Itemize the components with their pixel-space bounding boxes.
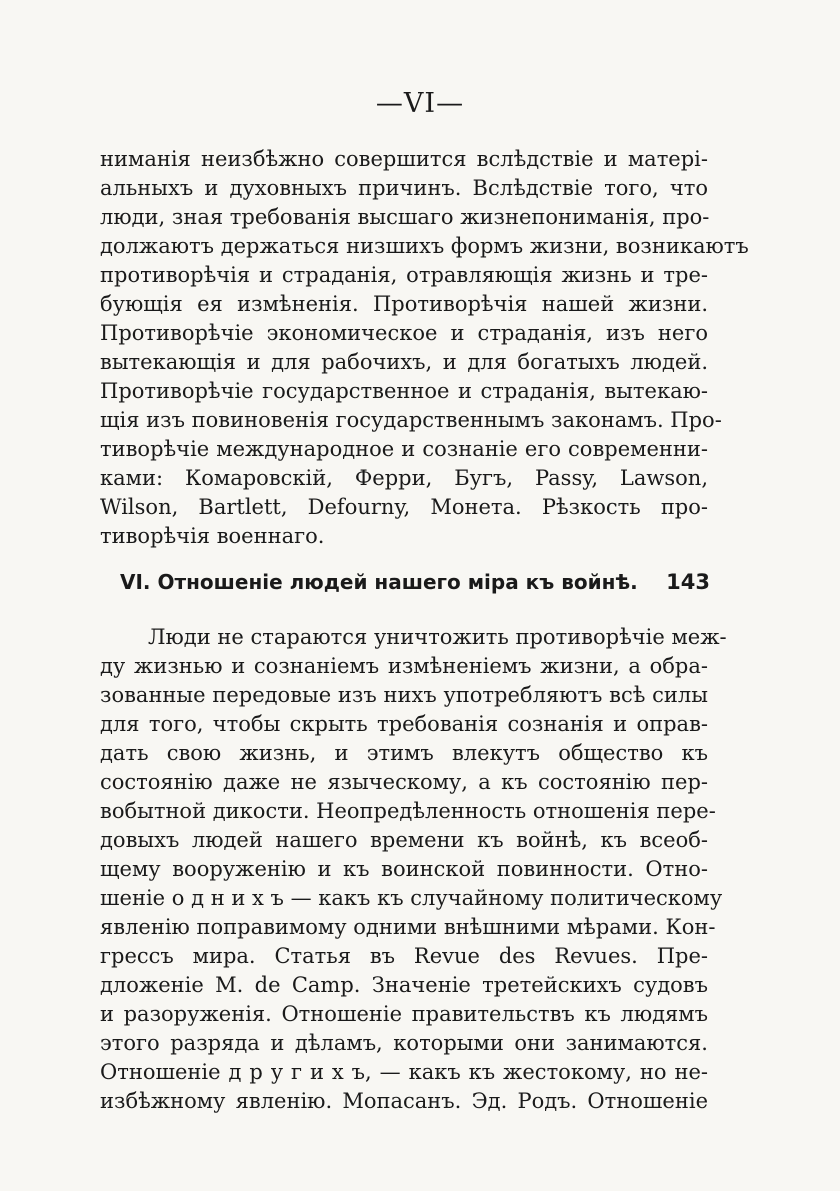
text-line: и разоруженія. Отношеніе правительствъ къ людямъ bbox=[100, 1002, 708, 1026]
text-line: избѣжному явленію. Мопасанъ. Эд. Родъ. Отношеніе bbox=[100, 1089, 708, 1113]
text-line: Противорѣчіе экономическое и страданія, изъ него bbox=[100, 321, 708, 345]
text-line: щему вооруженію и къ воинской повинности. Отно- bbox=[100, 857, 708, 881]
lower-paragraph bbox=[100, 622, 727, 1122]
text-line: шеніе о д н и х ъ — какъ къ случайному политическому bbox=[100, 886, 723, 910]
text-line: довыхъ людей нашего времени къ войнѣ, къ всеоб- bbox=[100, 828, 708, 852]
text-line: дать свою жизнь, и этимъ влекутъ общество къ bbox=[100, 741, 708, 765]
text-line: Противорѣчіе государственное и страданія, вытекаю- bbox=[100, 379, 708, 403]
text-line: вобытной дикости. Неопредѣленность отношенія пере- bbox=[100, 799, 716, 823]
text-line: зованные передовые изъ нихъ употребляютъ всѣ силы bbox=[100, 683, 708, 707]
text-line: для того, чтобы скрыть требованія сознанія и оправ- bbox=[100, 712, 708, 736]
text-line: Wilson, Bartlett, Defourny, Монета. Рѣзкость про- bbox=[100, 495, 708, 519]
upper-paragraph bbox=[100, 144, 749, 564]
text-line: бующія ея измѣненія. Противорѣчія нашей жизни. bbox=[100, 292, 708, 316]
text-line: альныхъ и духовныхъ причинъ. Вслѣдствіе того, что bbox=[100, 176, 708, 200]
text-line: ниманія неизбѣжно совершится вслѣдствіе и матері- bbox=[100, 147, 708, 171]
text-line: этого разряда и дѣламъ, которыми они занимаются. bbox=[100, 1031, 708, 1055]
text-line: грессъ мира. Статья въ Revue des Revues. Пре- bbox=[100, 944, 708, 968]
text-line: люди, зная требованія высшаго жизнепониманія, про- bbox=[100, 205, 710, 229]
text-line: дложеніе M. de Camp. Значеніе третейскихъ судовъ bbox=[100, 973, 708, 997]
text-line: ду жизнью и сознаніемъ измѣненіемъ жизни, а обра- bbox=[100, 654, 708, 678]
page-number: —VI— bbox=[375, 88, 465, 119]
text-line: ками: Комаровскій, Ферри, Бугъ, Passy, Lawson, bbox=[100, 466, 708, 490]
text-line: должаютъ держаться низшихъ формъ жизни, возникаютъ bbox=[100, 234, 749, 258]
chapter-title: VI. Отношеніе людей нашего міра къ войнѣ. bbox=[120, 570, 638, 594]
chapter-heading bbox=[120, 565, 710, 599]
text-line: явленію поправимому одними внѣшними мѣрами. Кон- bbox=[100, 915, 716, 939]
text-line: тиворѣчіе международное и сознаніе его современни- bbox=[100, 437, 708, 461]
text-line: вытекающія и для рабочихъ, и для богатыхъ людей. bbox=[100, 350, 708, 374]
text-line: тиворѣчія военнаго. bbox=[100, 524, 325, 548]
text-line: щія изъ повиновенія государственнымъ законамъ. Про- bbox=[100, 408, 722, 432]
text-line: состоянію даже не языческому, а къ состоянію пер- bbox=[100, 770, 708, 794]
text-line: Люди не стараются уничтожить противорѣчіе меж- bbox=[148, 625, 727, 649]
text-line: противорѣчія и страданія, отравляющія жизнь и тре- bbox=[100, 263, 708, 287]
text-line: Отношеніе д р у г и х ъ, — какъ къ жестокому, но не- bbox=[100, 1060, 708, 1084]
chapter-page-number: 143 bbox=[666, 570, 710, 594]
